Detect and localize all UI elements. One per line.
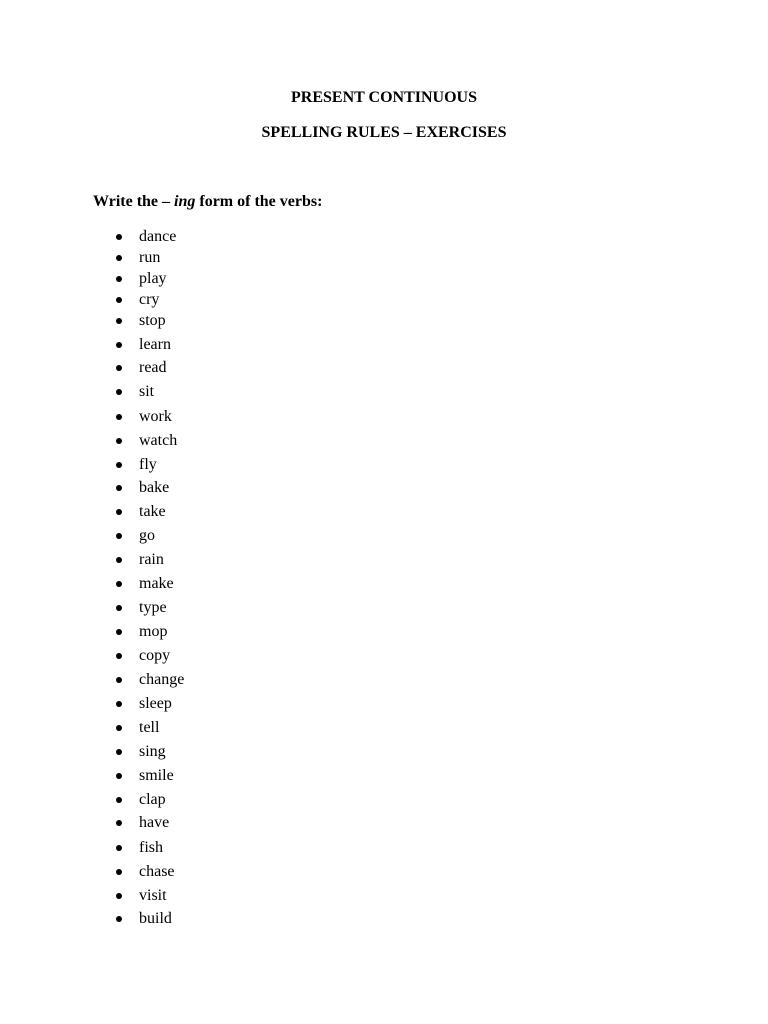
- verb-text: sing: [139, 743, 166, 760]
- bullet-icon: [116, 462, 122, 468]
- bullet-icon: [116, 845, 122, 851]
- verb-text: tell: [139, 719, 160, 736]
- bullet-icon: [116, 255, 122, 261]
- verb-text: clap: [139, 791, 166, 808]
- bullet-icon: [116, 605, 122, 611]
- bullet-icon: [116, 234, 122, 240]
- verb-text: run: [139, 249, 161, 266]
- verb-text: rain: [139, 551, 164, 568]
- verb-text: type: [139, 599, 167, 616]
- bullet-icon: [116, 438, 122, 444]
- verb-text: make: [139, 575, 174, 592]
- document-title: PRESENT CONTINUOUS: [291, 89, 477, 106]
- bullet-icon: [116, 485, 122, 491]
- verb-text: stop: [139, 312, 166, 329]
- verb-text: watch: [139, 432, 178, 449]
- verb-text: chase: [139, 863, 175, 880]
- verb-text: learn: [139, 336, 171, 353]
- verb-text: work: [139, 408, 172, 425]
- exercise-instruction: [93, 192, 322, 212]
- instruction-text-before: Write the –: [93, 193, 175, 210]
- document-subtitle: SPELLING RULES – EXERCISES: [261, 124, 507, 141]
- bullet-icon: [116, 533, 122, 539]
- verb-text: visit: [139, 887, 167, 904]
- verb-text: sit: [139, 383, 155, 400]
- verb-text: cry: [139, 291, 160, 308]
- bullet-icon: [116, 581, 122, 587]
- bullet-icon: [116, 509, 122, 515]
- bullet-icon: [116, 797, 122, 803]
- verb-text: take: [139, 503, 166, 520]
- verb-text: have: [139, 814, 170, 831]
- bullet-icon: [116, 365, 122, 371]
- bullet-icon: [116, 297, 122, 303]
- verb-text: bake: [139, 479, 170, 496]
- verb-text: build: [139, 910, 172, 927]
- bullet-icon: [116, 318, 122, 324]
- bullet-icon: [116, 773, 122, 779]
- bullet-icon: [116, 414, 122, 420]
- verb-text: go: [139, 527, 155, 544]
- verb-text: sleep: [139, 695, 172, 712]
- instruction-text-after: form of the verbs:: [195, 193, 323, 210]
- verb-text: dance: [139, 228, 177, 245]
- verb-text: read: [139, 359, 167, 376]
- bullet-icon: [116, 342, 122, 348]
- instruction-emphasis: ing: [174, 193, 196, 210]
- bullet-icon: [116, 276, 122, 282]
- bullet-icon: [116, 557, 122, 563]
- bullet-icon: [116, 916, 122, 922]
- bullet-icon: [116, 629, 122, 635]
- verb-text: fly: [139, 456, 157, 473]
- bullet-icon: [116, 701, 122, 707]
- bullet-icon: [116, 869, 122, 875]
- verb-text: mop: [139, 623, 168, 640]
- bullet-icon: [116, 820, 122, 826]
- verb-text: copy: [139, 647, 171, 664]
- verb-text: change: [139, 671, 185, 688]
- bullet-icon: [116, 677, 122, 683]
- verb-text: smile: [139, 767, 174, 784]
- bullet-icon: [116, 653, 122, 659]
- verb-text: fish: [139, 839, 163, 856]
- bullet-icon: [116, 893, 122, 899]
- bullet-icon: [116, 725, 122, 731]
- bullet-icon: [116, 749, 122, 755]
- verb-text: play: [139, 270, 167, 287]
- bullet-icon: [116, 389, 122, 395]
